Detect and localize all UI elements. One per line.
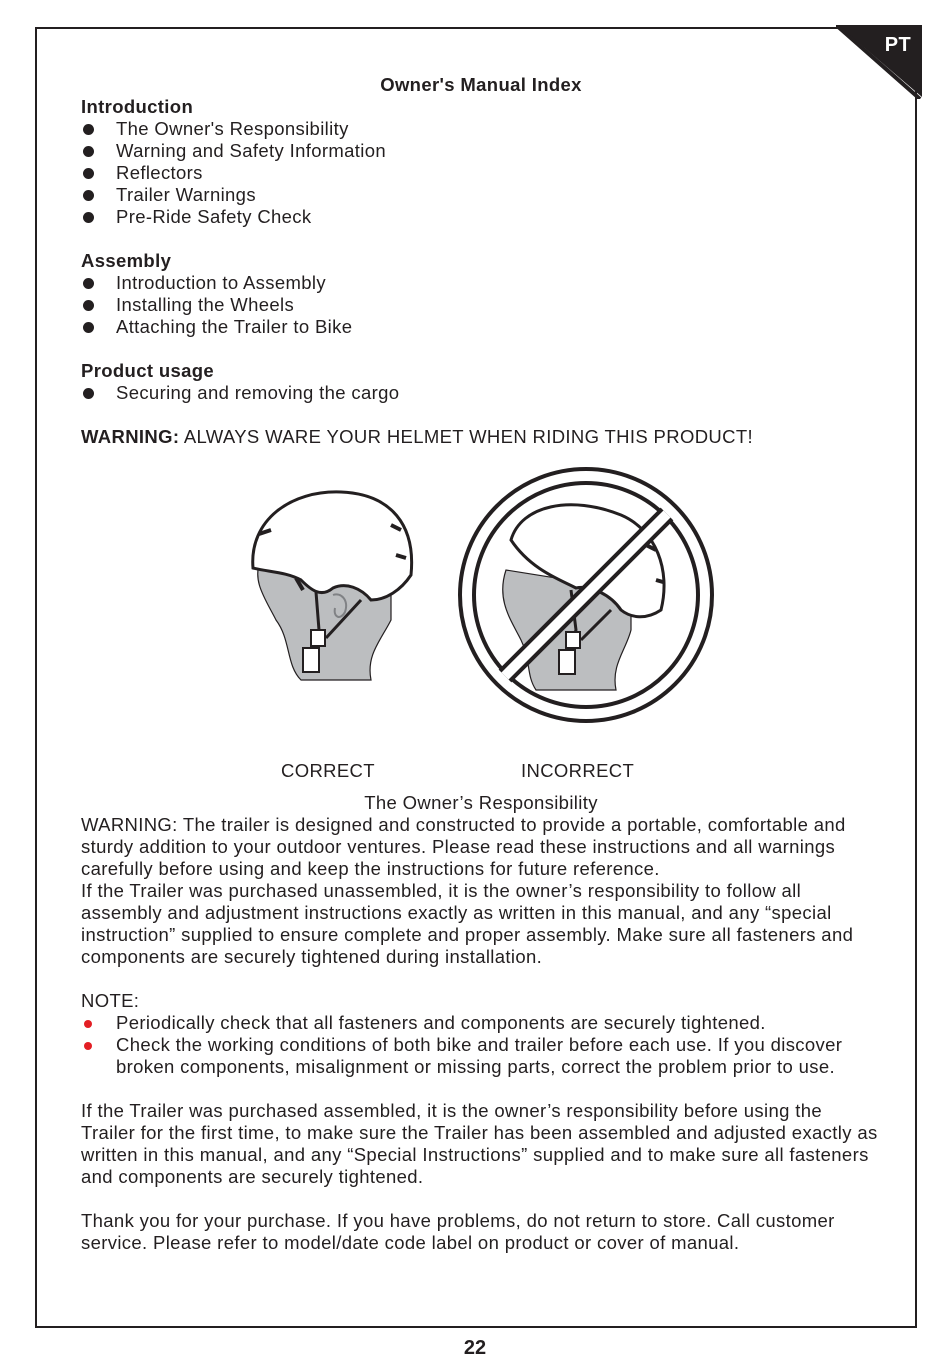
section-heading: Assembly	[81, 250, 172, 271]
helmet-figure	[81, 470, 881, 760]
note-text: Periodically check that all fasteners and components are securely tightened.	[116, 1012, 766, 1033]
list-item-label: Securing and removing the cargo	[116, 382, 400, 403]
bullet-icon	[83, 146, 94, 157]
responsibility-paragraph: Thank you for your purchase. If you have problems, do not return to store. Call customer service. Please refer to model/date code label on product or cover of manual.	[81, 1210, 835, 1253]
bullet-icon	[83, 124, 94, 135]
list-item-label: Attaching the Trailer to Bike	[116, 316, 353, 337]
language-tab-label: PT	[884, 34, 912, 56]
list-item-label: Warning and Safety Information	[116, 140, 386, 161]
section-heading: Introduction	[81, 96, 194, 117]
index-section-introduction	[81, 96, 881, 228]
figure-captions	[81, 760, 881, 790]
index-section-assembly	[81, 250, 881, 338]
correct-caption: CORRECT	[281, 760, 375, 781]
bullet-icon	[83, 388, 94, 399]
incorrect-caption: INCORRECT	[521, 760, 635, 781]
responsibility-paragraph: WARNING: The trailer is designed and constructed to provide a portable, comfortable and sturdy addition to your outdoor ventures. Please read these instructions and all warnings carefully before using and keep the instructions for future reference.	[81, 814, 846, 879]
list-item	[81, 140, 881, 162]
list-item	[81, 294, 881, 316]
warning-text: ALWAYS WARE YOUR HELMET WHEN RIDING THIS PRODUCT!	[179, 426, 753, 447]
list-item	[81, 382, 881, 404]
list-item-label: Reflectors	[116, 162, 203, 183]
list-item	[81, 118, 881, 140]
index-section-product-usage	[81, 360, 881, 404]
note-label: NOTE:	[81, 990, 140, 1011]
list-item	[81, 184, 881, 206]
responsibility-title: The Owner’s Responsibility	[364, 792, 598, 813]
note-item	[81, 1012, 881, 1034]
bullet-icon	[83, 300, 94, 311]
responsibility-paragraph: If the Trailer was purchased unassembled, it is the owner’s responsibility to follow all assembly and adjustment instructions exactly as written in this manual, and any “special instruction” supplied to ensure complete and proper assembly. Make sure all fasteners and components are securely tightened during installation.	[81, 880, 854, 967]
list-item-label: The Owner's Responsibility	[116, 118, 349, 139]
page-number: 22	[463, 1337, 487, 1359]
note-item	[81, 1034, 881, 1078]
bullet-icon	[84, 1042, 92, 1050]
section-heading: Product usage	[81, 360, 215, 381]
list-item	[81, 272, 881, 294]
list-item-label: Trailer Warnings	[116, 184, 256, 205]
bullet-icon	[83, 190, 94, 201]
incorrect-helmet-illustration	[451, 460, 721, 730]
bullet-icon	[84, 1020, 92, 1028]
bullet-icon	[83, 212, 94, 223]
bullet-icon	[83, 168, 94, 179]
list-item-label: Installing the Wheels	[116, 294, 295, 315]
bullet-icon	[83, 322, 94, 333]
warning-label: WARNING:	[81, 426, 180, 447]
page-content	[81, 74, 881, 1254]
helmet-warning	[81, 426, 881, 448]
list-item-label: Introduction to Assembly	[116, 272, 326, 293]
list-item	[81, 316, 881, 338]
bullet-icon	[83, 278, 94, 289]
list-item-label: Pre-Ride Safety Check	[116, 206, 312, 227]
list-item	[81, 162, 881, 184]
responsibility-paragraph: If the Trailer was purchased assembled, it is the owner’s responsibility before using the Trailer for the first time, to make sure the Trailer has been assembled and adjusted exactly as written in this manual, and any “Special Instructions” supplied and to make sure all fasteners and components are securely tightened.	[81, 1100, 878, 1187]
note-text: Check the working conditions of both bike and trailer before each use. If you discover broken components, misalignment or missing parts, correct the problem prior to use.	[116, 1034, 843, 1077]
correct-helmet-illustration	[241, 480, 441, 690]
index-title: Owner's Manual Index	[380, 74, 582, 95]
list-item	[81, 206, 881, 228]
